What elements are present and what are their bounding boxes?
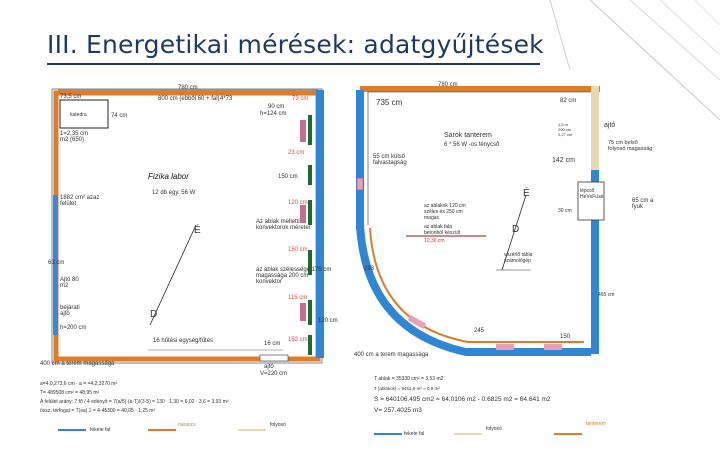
left-floor-plan [38,85,340,440]
left-height-note: 400 cm a terem magassága [40,361,115,367]
right-dim-82: 82 cm [560,98,577,104]
left-dim-120b: 120 cm [318,318,338,324]
right-dim-780: 780 cm [438,82,458,88]
left-dim-23: 23 cm [288,150,305,156]
left-compass-e: É [194,225,201,236]
right-height-note: 400 cm a terem magassága [354,352,429,358]
right-dim-245: 245 [474,328,485,334]
right-calc-1: T ablak = 35330 cm² = 3,53 m2 [374,376,444,382]
left-dim-120: 120 cm [288,200,308,206]
left-dim-115: 115 cm [288,295,308,301]
right-floor-plan [346,70,664,442]
right-board-size: 30 cm [558,208,572,214]
left-door-label: ajtó [264,364,274,370]
right-dim-150: 150 [560,334,571,340]
right-side-box: lépcső HeVeFüsé [580,188,604,200]
left-note-3: bejárati ajtó [60,305,80,317]
right-calc-3: S = 640106.495 cm2 = 64.0106 m2 - 0.6825 m2 = 64.641 m2 [374,396,551,403]
right-window-note-1: az ablakok 120 cm széles és 250 cm magas [424,203,466,221]
left-window-w: 4*73 [220,96,233,102]
right-dim-735: 735 cm [376,98,403,107]
left-dim-152: 152 cm [288,337,308,343]
right-door-note: 75 cm belső folyosó magasság [608,140,653,152]
left-dim-150b: 150 cm [288,247,308,253]
left-compass-d: D [150,309,158,320]
right-vertical-dim: 465 cm [598,292,615,298]
left-area-note: 1=2,35 cm m2 (650) [60,131,89,143]
right-dim-293: 293 [364,266,375,272]
left-side-dim: 63 cm [48,260,65,266]
right-room-sub: 6 * 56 W -os fénycső [444,142,500,148]
left-calc-3: A felület arány: 7 fő / 4 edény/t = 7(a/5)·(a·T)/(3·5) = 130 · 1,30 = 6,02 · 3,6 = 3,93 m² [40,399,229,405]
radiator-note: Az ablak melletti konvektorok méretei [256,219,311,231]
right-dim-142: 142 cm [552,157,575,164]
right-legend-3: tanterem [586,421,606,427]
right-board-note: vezérlő tábla számológép [504,252,533,264]
left-dim-735: 73,5 cm [60,94,82,100]
right-small-note: 1,5 m 200 cm 0,27 cm [558,122,573,137]
right-room-title: Sarok tanterem [444,132,492,139]
right-legend-1: fekete fal [404,431,425,437]
right-window-note-2: az ablak fala betonból készült [424,224,461,236]
right-dim-red: 10,36 cm [424,238,445,244]
left-dim-73: 73 cm [292,96,309,102]
lamps-note: 12 db egy. 56 W [152,190,196,196]
right-left-note: 55 cm külső falvastagság [373,154,407,166]
right-calc-2: T (ablakok) = 9451,6 m² = 0,9 m² [374,386,440,391]
left-dim-74: 74 cm [111,113,128,119]
right-legend-2: folyosó [486,426,502,432]
left-top-dim: 780 cm [178,85,198,91]
right-compass-d: D [512,224,520,235]
left-note-2: Ajtó 80 m2 [60,277,79,289]
left-calc-4: össz. térfogat = T(sa) 1 = 4·45300 = 40,05 · 1,25 m³ [40,408,156,414]
left-dim-800: 800 cm (ebből 60 + fal) [158,96,220,102]
right-calc-4: V= 257.4025 m3 [374,407,422,414]
left-dim-90: 90 cm [268,104,285,110]
left-note-4: h=200 cm [60,325,87,331]
left-door-dim: V=220 cm [260,371,288,377]
left-legend-1: fekete fal [90,427,111,433]
left-note-1: 1882 cm² azaz felület [60,195,100,207]
window-note: az ablak szélessége 175 cm magassága 200 cm konvektor [256,267,332,285]
title-underline [47,63,540,65]
desk-label: katedra [70,112,87,118]
left-legend-2: narancs [178,422,196,428]
room-name: Fizika labor [148,172,189,181]
left-bottom-dim: 16 cm [264,341,281,347]
left-dim-124: h=124 cm [260,111,287,117]
heater-note: 16 hűtési egység/fűtés [153,338,214,344]
right-dim-65: 65 cm a fyuk [632,198,654,210]
slide-title: III. Energetikai mérések: adatgyűjtések [47,30,544,59]
left-calc-1: a=4,0,273,6 cm · a = =4,2,3270 m² [40,381,118,387]
left-calc-2: T= 489508 cm² = 48,95 m² [40,390,100,396]
left-legend-3: folyosó [270,422,286,428]
left-dim-150: 150 cm [278,174,298,180]
right-door-label: ajtó [604,122,616,129]
right-compass-e: É [523,188,530,199]
